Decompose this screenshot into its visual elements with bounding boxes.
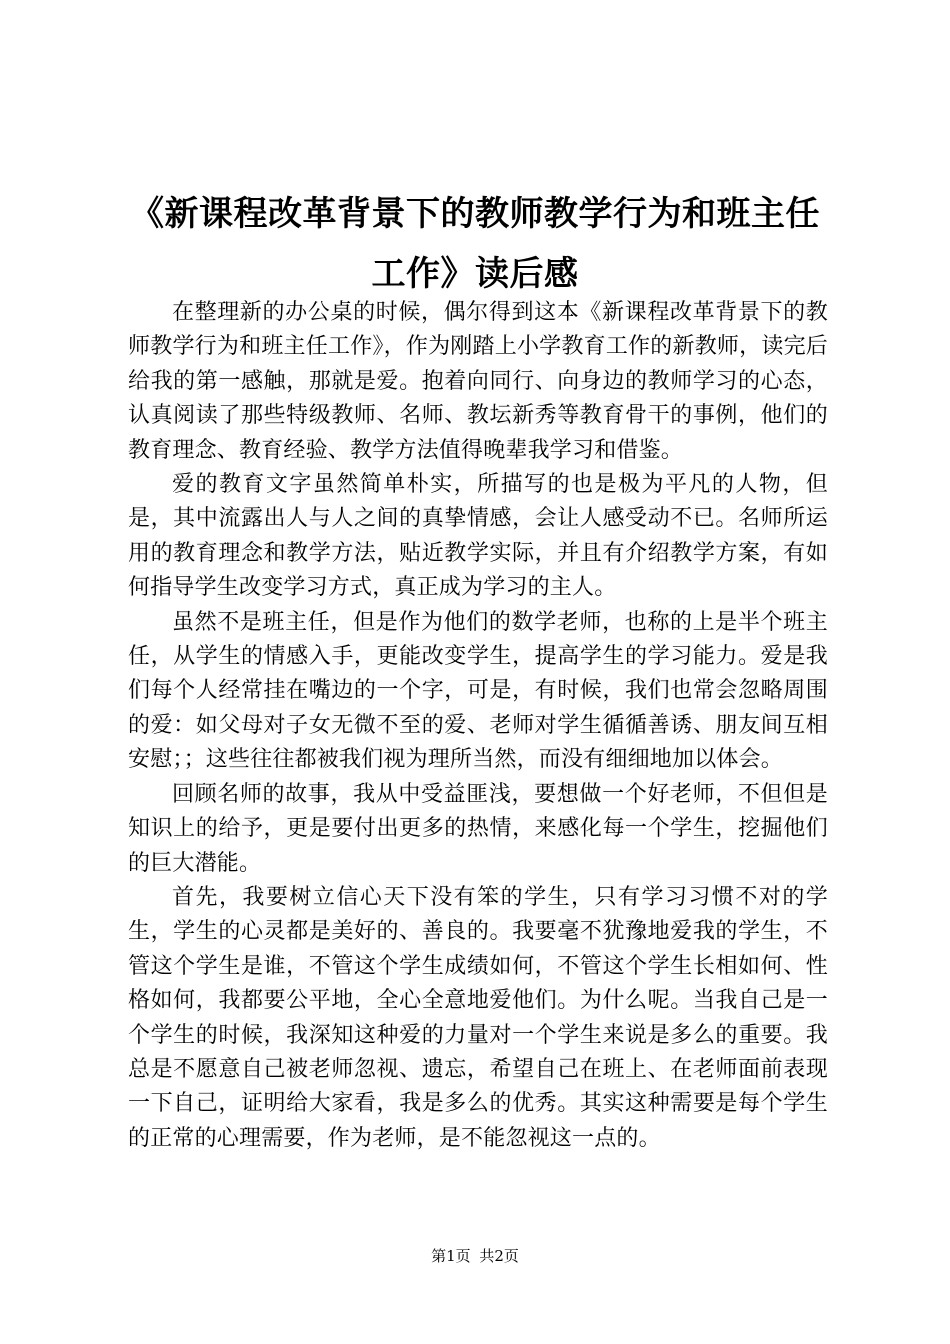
- paragraph-1: 在整理新的办公桌的时候，偶尔得到这本《新课程改革背景下的教师教学行为和班主任工作》，作为刚踏上小学教育工作的新教师，读完后给我的第一感触，那就是爱。抱着向同行、向身边的教师学习的心态，认真阅读了那些特级教师、名师、教坛新秀等教育骨干的事例，他们的教育理念、教育经验、教学方法值得晚辈我学习和借鉴。: [128, 300, 828, 463]
- page-number: 第1页: [431, 1247, 471, 1265]
- page-total: 共2页: [479, 1247, 519, 1265]
- document-title: 《新课程改革背景下的教师教学行为和班主任工作》读后感: [130, 194, 820, 294]
- paragraph-4: 回顾名师的故事，我从中受益匪浅，要想做一个好老师，不但但是知识上的给予，更是要付出更多的热情，来感化每一个学生，挖掘他们的巨大潜能。: [128, 781, 828, 876]
- paragraph-3: 虽然不是班主任，但是作为他们的数学老师，也称的上是半个班主任，从学生的情感入手，更能改变学生，提高学生的学习能力。爱是我们每个人经常挂在嘴边的一个字，可是，有时候，我们也常会忽略周围的爱：如父母对子女无微不至的爱、老师对学生循循善诱、朋友间互相安慰；；这些往往都被我们视为理所当然，而没有细细地加以体会。: [128, 609, 828, 773]
- paragraph-2: 爱的教育文字虽然简单朴实，所描写的也是极为平凡的人物，但是，其中流露出人与人之间的真挚情感，会让人感受动不已。名师所运用的教育理念和教学方法，贴近教学实际，并且有介绍教学方案，有如何指导学生改变学习方式，真正成为学习的主人。: [128, 472, 828, 601]
- paragraph-5: 首先，我要树立信心天下没有笨的学生，只有学习习惯不对的学生，学生的心灵都是美好的、善良的。我要毫不犹豫地爱我的学生，不管这个学生是谁，不管这个学生成绩如何，不管这个学生长相如何、性格如何，我都要公平地，全心全意地爱他们。为什么呢。当我自己是一个学生的时候，我深知这种爱的力量对一个学生来说是多么的重要。我总是不愿意自己被老师忽视、遗忘，希望自己在班上、在老师面前表现一下自己，证明给大家看，我是多么的优秀。其实这种需要是每个学生的正常的心理需要，作为老师，是不能忽视这一点的。: [128, 884, 828, 1151]
- document-body: [128, 296, 828, 1156]
- page-footer: [0, 1246, 950, 1266]
